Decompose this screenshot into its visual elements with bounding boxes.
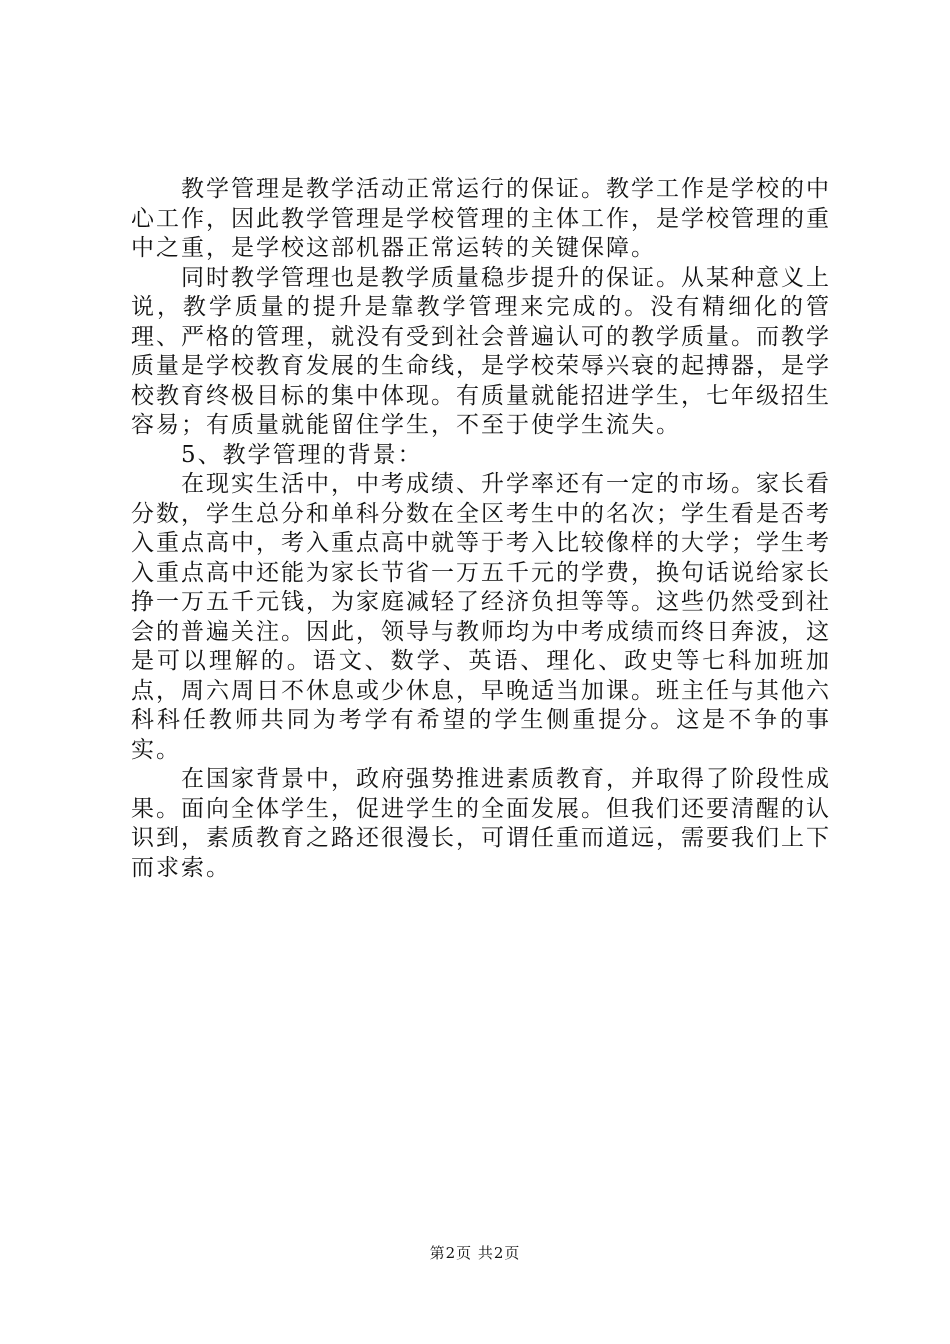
paragraph-real-life-background: 在现实生活中，中考成绩、升学率还有一定的市场。家长看分数，学生总分和单科分数在全区考生中的名次；学生看是否考入重点高中，考入重点高中就等于考入比较像样的大学；学生考入重点高中还能为家长节省一万五千元的学费，换句话说给家长挣一万五千元钱，为家庭减轻了经济负担等等。这些仍然受到社会的普遍关注。因此，领导与教师均为中考成绩而终日奔波，这是可以理解的。语文、数学、英语、理化、政史等七科加班加点，周六周日不休息或少休息，早晚适当加课。班主任与其他六科科任教师共同为考学有希望的学生侧重提分。这是不争的事实。 [131, 471, 831, 763]
paragraph-teaching-management-guarantee: 教学管理是教学活动正常运行的保证。教学工作是学校的中心工作，因此教学管理是学校管理的主体工作，是学校管理的重中之重，是学校这部机器正常运转的关键保障。 [131, 176, 831, 261]
paragraph-teaching-quality: 同时教学管理也是教学质量稳步提升的保证。从某种意义上说，教学质量的提升是靠教学管理来完成的。没有精细化的管理、严格的管理，就没有受到社会普遍认可的教学质量。而教学质量是学校教育发展的生命线，是学校荣辱兴衰的起搏器，是学校教育终极目标的集中体现。有质量就能招进学生，七年级招生容易；有质量就能留住学生，不至于使学生流失。 [131, 264, 831, 438]
section-heading-background: 5、教学管理的背景： [181, 441, 423, 468]
page-footer: 第2页 共2页 [429, 1244, 521, 1262]
body-text [131, 175, 831, 883]
paragraph-national-background: 在国家背景中，政府强势推进素质教育，并取得了阶段性成果。面向全体学生，促进学生的全面发展。但我们还要清醒的认识到，素质教育之路还很漫长，可谓任重而道远，需要我们上下而求索。 [131, 766, 831, 881]
